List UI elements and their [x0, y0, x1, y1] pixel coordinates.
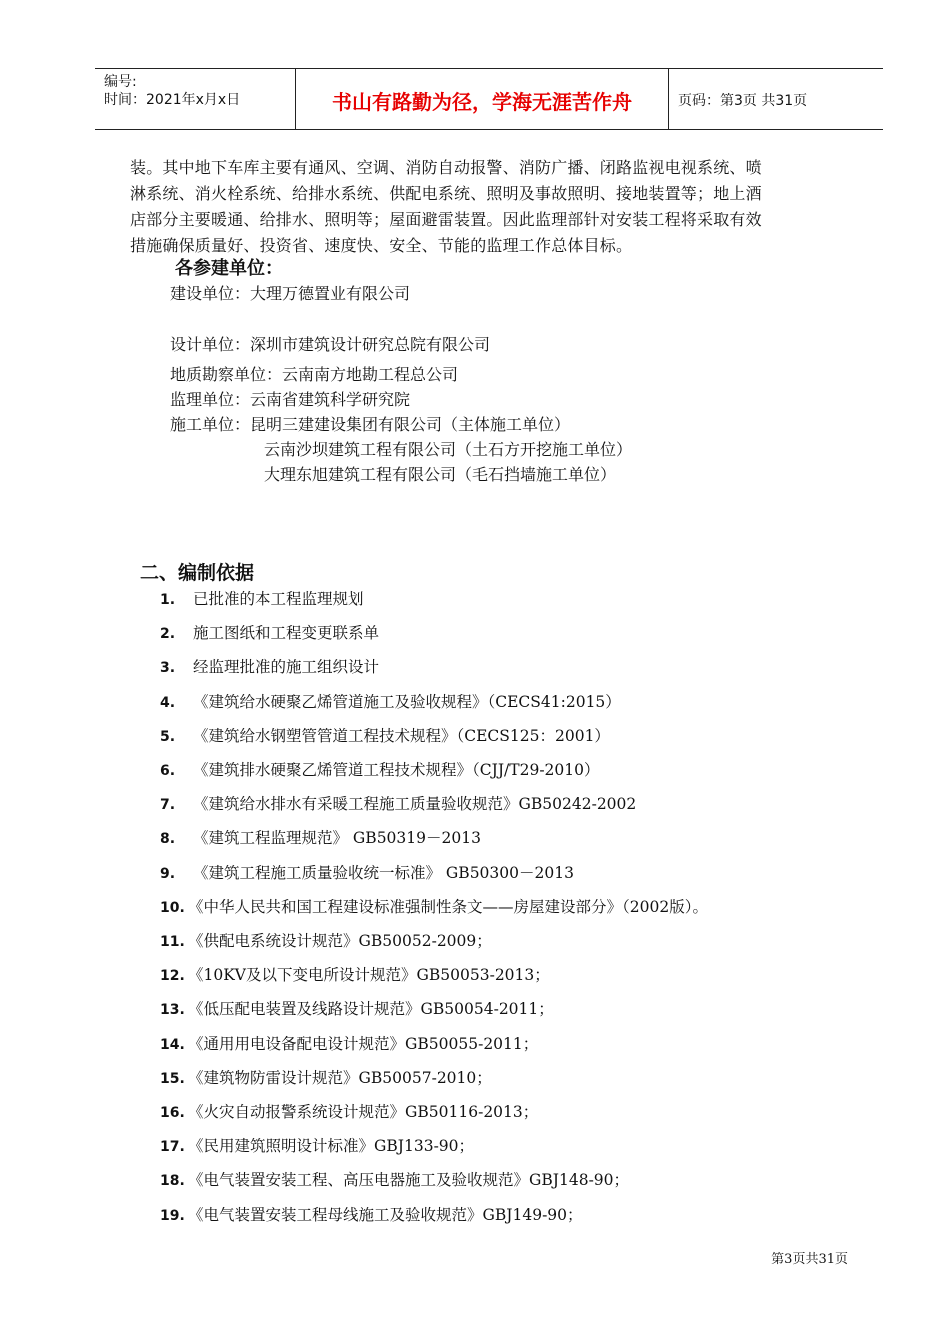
- basis-item-text: 已批准的本工程监理规划: [193, 590, 364, 608]
- basis-item: [160, 826, 481, 848]
- basis-item: [160, 895, 708, 917]
- intro-line-3: 店部分主要暖通、给排水、照明等；屋面避雷装置。因此监理部针对安装工程将采取有效: [130, 210, 762, 229]
- basis-item-number: 1.: [160, 592, 176, 608]
- units-heading: 各参建单位：: [175, 258, 283, 279]
- header-meta-cell: [95, 69, 295, 129]
- basis-item-number: 13.: [160, 1002, 185, 1019]
- basis-item-text: 《10KV及以下变电所设计规范》GB50053-2013；: [188, 966, 550, 985]
- basis-item: [160, 792, 636, 814]
- basis-item: [160, 724, 610, 746]
- basis-item-text: 《建筑工程监理规范》 GB50319－2013: [193, 829, 481, 848]
- basis-item: [160, 655, 379, 677]
- basis-item-text: 《中华人民共和国工程建设标准强制性条文——房屋建设部分》（2002版）。: [188, 897, 708, 916]
- header-page-number: 页码：第3页 共31页: [678, 93, 808, 109]
- basis-item-text: 《电气装置安装工程母线施工及验收规范》GBJ149-90；: [188, 1205, 583, 1224]
- builder-unit-3: 大理东旭建筑工程有限公司（毛石挡墙施工单位）: [264, 465, 617, 484]
- basis-item: [160, 1168, 629, 1190]
- basis-item: [160, 1100, 538, 1122]
- basis-item-text: 《建筑工程施工质量验收统一标准》 GB50300－2013: [193, 863, 574, 882]
- basis-item: [160, 1134, 474, 1156]
- basis-item-text: 《民用建筑照明设计标准》GBJ133-90；: [188, 1137, 475, 1156]
- footer-page-number: 第3页共31页: [771, 1252, 848, 1267]
- basis-item-number: 8.: [160, 831, 176, 848]
- basis-item-number: 6.: [160, 763, 176, 779]
- basis-item-text: 《火灾自动报警系统设计规范》GB50116-2013；: [188, 1103, 539, 1121]
- basis-item-text: 经监理批准的施工组织设计: [193, 658, 380, 677]
- basis-item: [160, 621, 379, 643]
- basis-item-number: 3.: [160, 660, 176, 677]
- intro-line-1: 装。其中地下车库主要有通风、空调、消防自动报警、消防广播、闭路监视电视系统、喷: [130, 158, 762, 177]
- basis-item: [160, 1032, 538, 1054]
- basis-item-number: 7.: [160, 797, 176, 814]
- basis-item: [160, 1066, 492, 1088]
- basis-item: [160, 758, 600, 780]
- time-label: 时间：2021年x月x日: [104, 92, 241, 108]
- supervision-unit: 监理单位：云南省建筑科学研究院: [170, 390, 411, 409]
- construction-unit: 建设单位：大理万德置业有限公司: [170, 284, 411, 303]
- intro-line-4: 措施确保质量好、投资省、速度快、安全、节能的监理工作总体目标。: [130, 236, 633, 255]
- basis-item-text: 《通用用电设备配电设计规范》GB50055-2011；: [188, 1034, 539, 1053]
- basis-heading: 二、编制依据: [140, 562, 255, 584]
- basis-item-text: 《建筑给水钢塑管管道工程技术规程》（CECS125：2001）: [193, 726, 610, 745]
- basis-item-text: 《低压配电装置及线路设计规范》GB50054-2011；: [188, 1000, 554, 1019]
- basis-item-number: 9.: [160, 865, 176, 882]
- page-header: [95, 68, 883, 130]
- builder-unit: 施工单位：昆明三建建设集团有限公司（主体施工单位）: [170, 415, 571, 434]
- header-motto-cell: [295, 69, 669, 129]
- design-unit: 设计单位：深圳市建筑设计研究总院有限公司: [170, 335, 491, 354]
- basis-item-number: 11.: [160, 934, 185, 950]
- basis-item-number: 14.: [160, 1036, 185, 1053]
- basis-item: [160, 690, 621, 712]
- basis-item-text: 《建筑物防雷设计规范》GB50057-2010；: [188, 1068, 492, 1087]
- basis-item-number: 19.: [160, 1207, 185, 1224]
- basis-item-number: 5.: [160, 728, 176, 745]
- basis-item: [160, 861, 574, 883]
- basis-item-text: 施工图纸和工程变更联系单: [193, 624, 380, 643]
- basis-item: [160, 963, 550, 985]
- basis-item-number: 18.: [160, 1173, 185, 1190]
- intro-line-2: 淋系统、消火栓系统、给排水系统、供配电系统、照明及事故照明、接地装置等；地上酒: [130, 184, 762, 203]
- motto-text: 书山有路勤为径，学海无涯苦作舟: [332, 90, 632, 114]
- basis-item-number: 2.: [160, 626, 176, 643]
- serial-label: 编号:: [104, 74, 137, 90]
- basis-item-number: 10.: [160, 899, 185, 916]
- basis-item-number: 4.: [160, 694, 176, 711]
- basis-item-text: 《建筑给水排水有采暖工程施工质量验收规范》GB50242-2002: [193, 795, 637, 814]
- basis-item-number: 16.: [160, 1105, 185, 1121]
- basis-item-text: 《建筑排水硬聚乙烯管道工程技术规程》（CJJ/T29-2010）: [193, 761, 600, 779]
- basis-item-number: 12.: [160, 968, 185, 985]
- basis-item-number: 15.: [160, 1070, 185, 1087]
- basis-item: [160, 587, 364, 609]
- basis-item-number: 17.: [160, 1139, 185, 1156]
- basis-item: [160, 1203, 583, 1225]
- basis-item-text: 《建筑给水硬聚乙烯管道施工及验收规程》（CECS41:2015）: [193, 692, 621, 711]
- survey-unit: 地质勘察单位：云南南方地勘工程总公司: [170, 365, 459, 384]
- basis-item-text: 《电气装置安装工程、高压电器施工及验收规范》GBJ148-90；: [188, 1171, 630, 1190]
- basis-item: [160, 929, 492, 951]
- builder-unit-2: 云南沙坝建筑工程有限公司（土石方开挖施工单位）: [264, 440, 633, 459]
- basis-item: [160, 997, 554, 1019]
- basis-item-text: 《供配电系统设计规范》GB50052-2009；: [188, 932, 492, 950]
- header-page-cell: [668, 69, 883, 129]
